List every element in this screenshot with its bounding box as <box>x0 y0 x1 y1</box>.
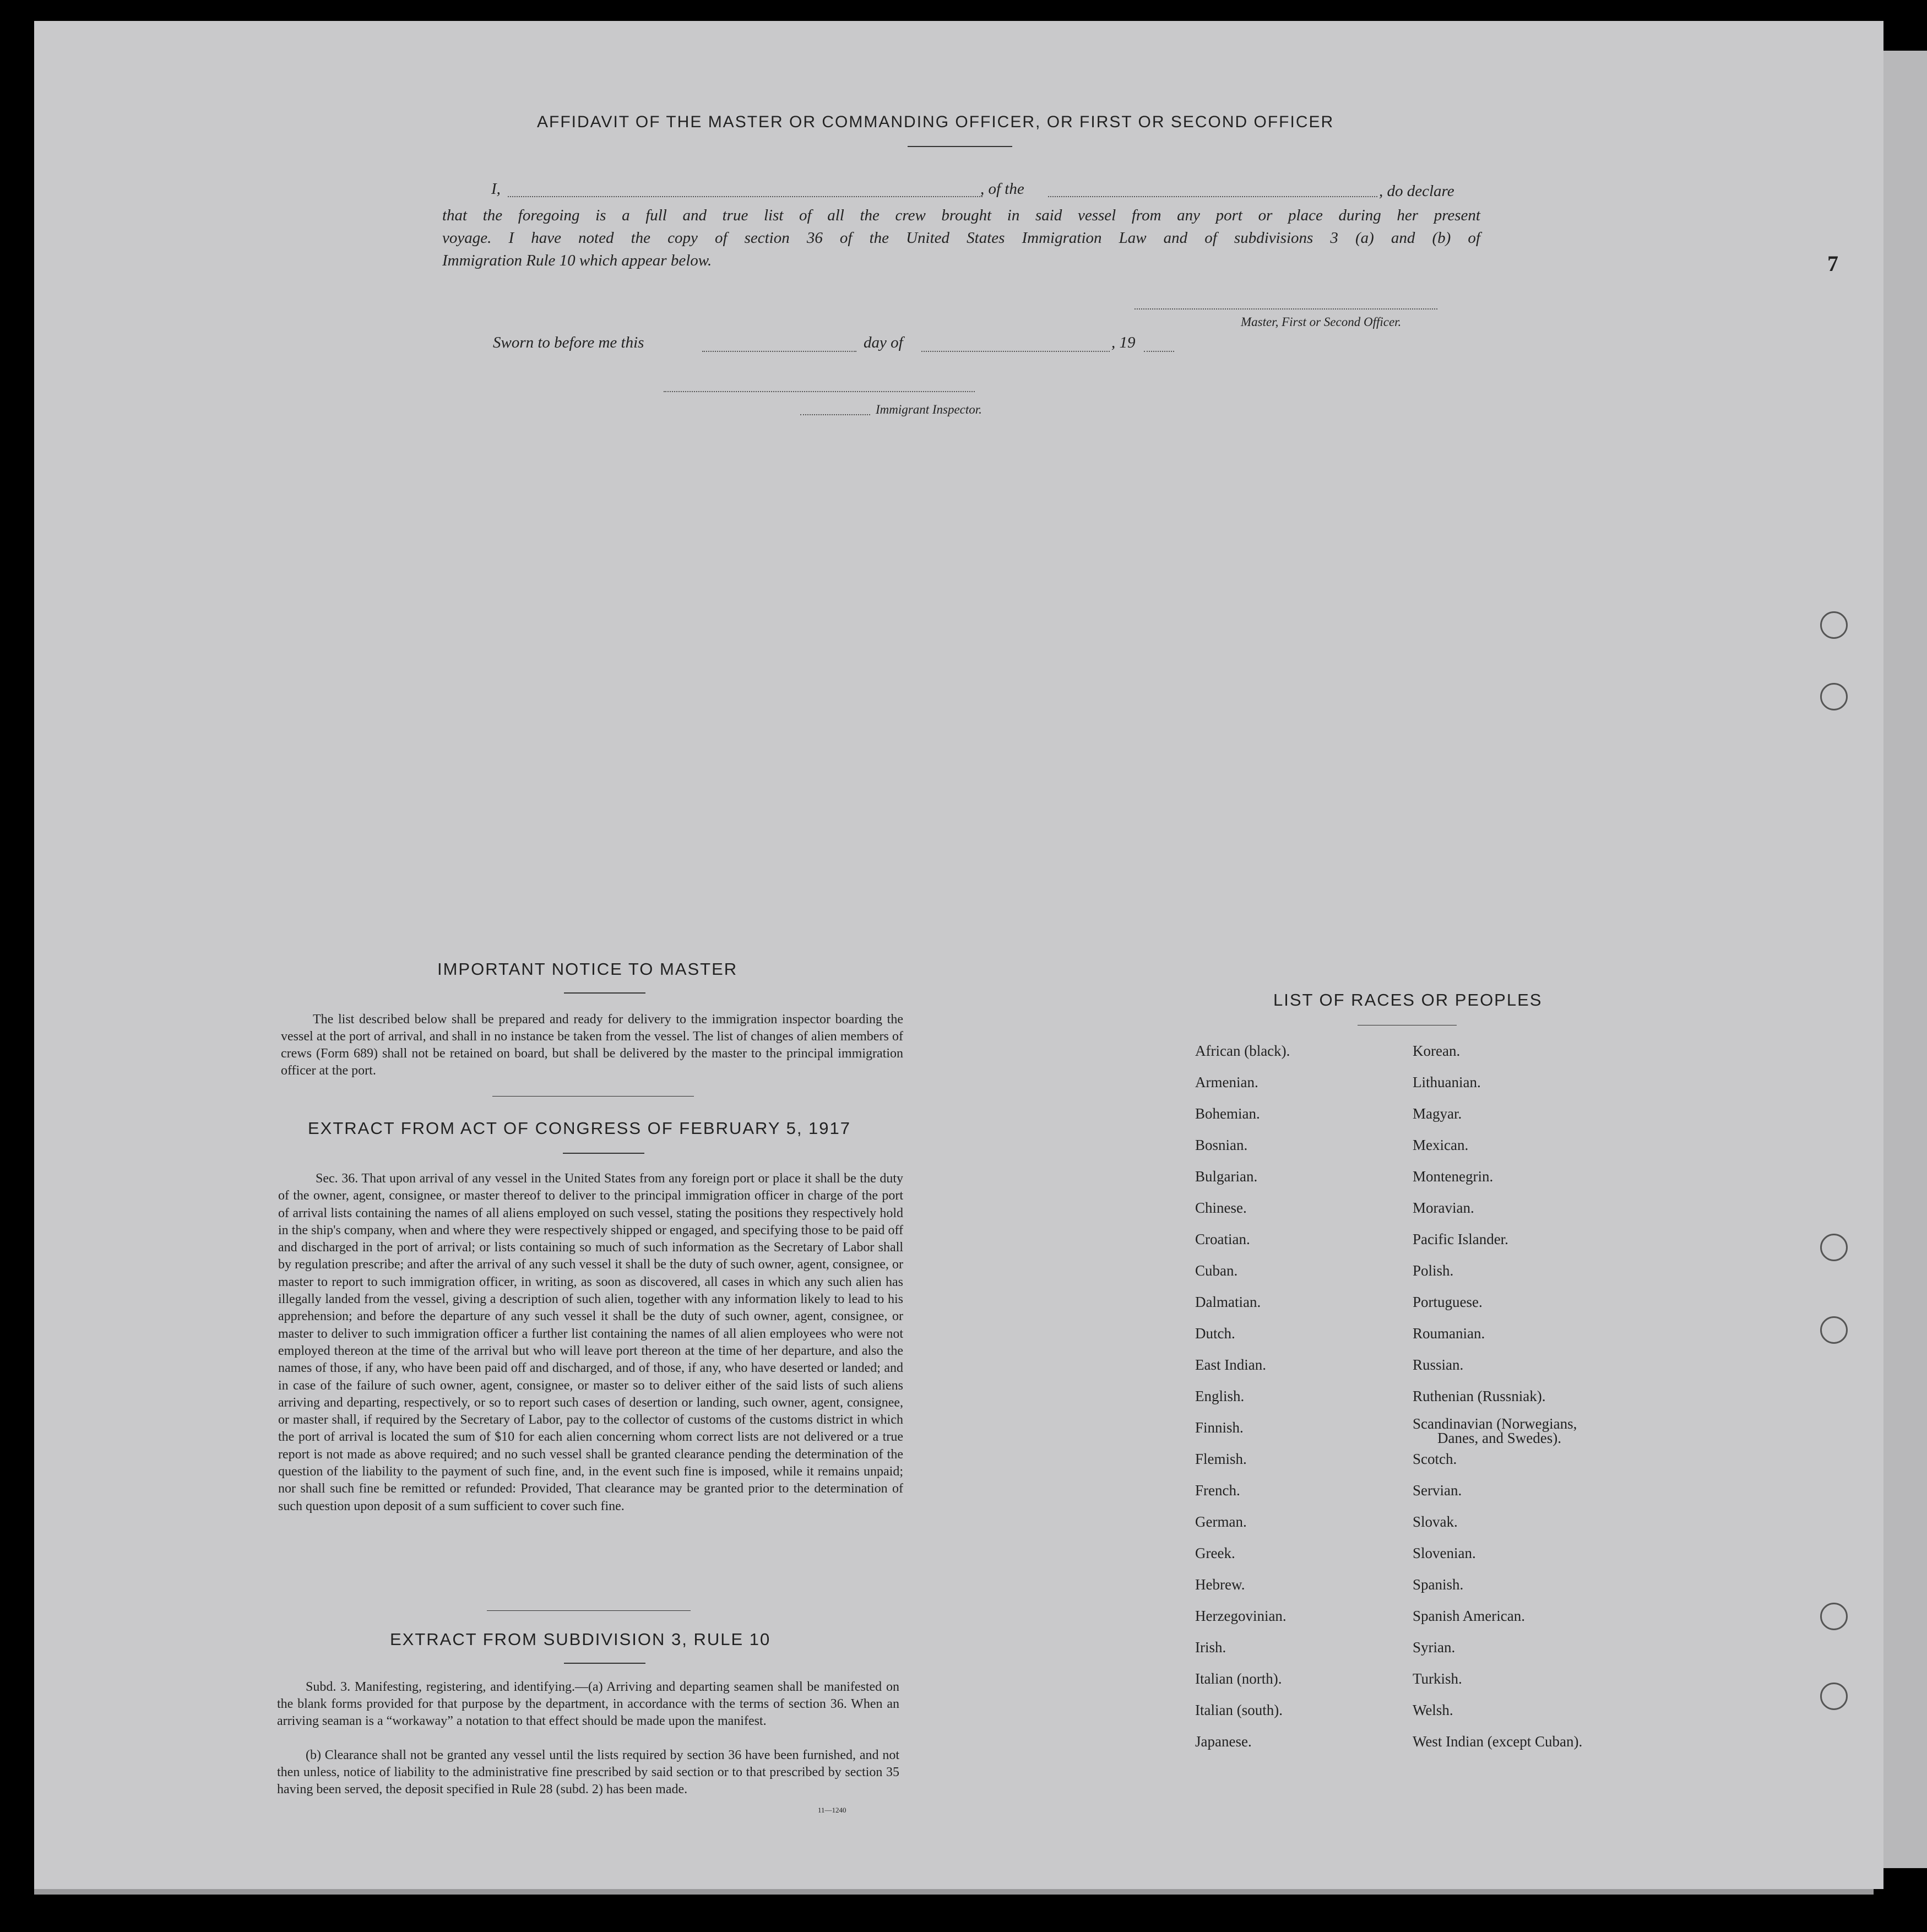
sworn-text: Sworn to before me this <box>493 334 644 351</box>
race-item: Russian. <box>1413 1356 1464 1373</box>
race-item: Slovenian. <box>1413 1545 1476 1561</box>
affidavit-line-3: Immigration Rule 10 which appear below. <box>442 252 712 269</box>
year-text: , 19 <box>1111 334 1136 351</box>
race-item: Magyar. <box>1413 1105 1462 1122</box>
notice-text: The list described below shall be prepared and ready for delivery to the immigration inspector boarding the vessel at the port of arrival, and shall in no instance be taken from the vessel. The list of changes of alien members of crews (Form 689) shall not be retained on board, but shall be delivered by the master to the principal immigration officer at the port. <box>281 1012 903 1078</box>
rule-title-rule <box>564 1663 645 1664</box>
race-item: Korean. <box>1413 1043 1461 1059</box>
sworn-month-field[interactable] <box>921 351 1110 352</box>
notice-end-rule <box>492 1096 694 1097</box>
affidavit-of-the: , of the <box>980 180 1024 198</box>
affidavit-i: I, <box>491 180 501 198</box>
binding-hole-icon <box>1820 1316 1848 1344</box>
affidavit-line-1: that the foregoing is a full and true list of all the crew brought in said vessel from any port or place during her present <box>442 207 1480 224</box>
race-item: Dutch. <box>1195 1325 1235 1342</box>
notice-title-rule <box>564 992 645 994</box>
sworn-day-field[interactable] <box>702 351 856 352</box>
race-item: Spanish American. <box>1413 1608 1525 1624</box>
form-number: 11—1240 <box>818 1806 846 1814</box>
race-item: Mexican. <box>1413 1137 1469 1153</box>
inspector-signature-field[interactable] <box>664 391 975 392</box>
binding-hole-icon <box>1820 1683 1848 1710</box>
race-item: Cuban. <box>1195 1262 1238 1279</box>
race-item: Welsh. <box>1413 1702 1453 1718</box>
race-item: Croatian. <box>1195 1231 1250 1247</box>
act-title-rule <box>563 1153 644 1154</box>
race-item: Pacific Islander. <box>1413 1231 1508 1247</box>
race-item: Finnish. <box>1195 1419 1244 1436</box>
binding-hole-icon <box>1820 1234 1848 1261</box>
adjacent-page-edge <box>1883 51 1927 1868</box>
race-item: Irish. <box>1195 1639 1226 1656</box>
race-item: Chinese. <box>1195 1200 1247 1216</box>
race-item: Turkish. <box>1413 1670 1462 1687</box>
race-item: Spanish. <box>1413 1576 1464 1593</box>
race-item: Greek. <box>1195 1545 1235 1561</box>
race-item: Bulgarian. <box>1195 1168 1258 1185</box>
race-item: Portuguese. <box>1413 1294 1483 1310</box>
affidavit-title-rule <box>908 146 1012 147</box>
race-item: Herzegovinian. <box>1195 1608 1287 1624</box>
notice-title: IMPORTANT NOTICE TO MASTER <box>437 959 738 979</box>
race-item: Polish. <box>1413 1262 1454 1279</box>
race-item: Ruthenian (Russniak). <box>1413 1388 1546 1404</box>
races-title: LIST OF RACES OR PEOPLES <box>1273 990 1543 1010</box>
race-item: Hebrew. <box>1195 1576 1245 1593</box>
race-item: Scandinavian (Norwegians, <box>1413 1415 1577 1432</box>
race-item: Armenian. <box>1195 1074 1258 1090</box>
race-item: Bosnian. <box>1195 1137 1248 1153</box>
inspector-caption: Immigrant Inspector. <box>876 403 982 416</box>
race-item: Flemish. <box>1195 1451 1247 1467</box>
master-signature-field[interactable] <box>1135 308 1437 310</box>
act-end-rule <box>487 1610 691 1611</box>
act-text: Sec. 36. That upon arrival of any vessel in the United States from any foreign port or place it shall be the duty of the owner, agent, consignee, or master thereof to deliver to the principal immigration officer in charge of the port of arrival lists containing the names of all aliens employed on such vessel, stating the positions they respectively hold in the ship's company, when and where they were respectively shipped or engaged, and specifying those to be paid off and discharged in the port of arrival; or lists containing so much of such information as the Secretary of Labor shall by regulation prescribe; and after the arrival of any such vessel it shall be the duty of such owner, agent, consignee, or master to report to such immigration officer, in writing, as soon as discovered, all cases in which any such alien has illegally landed from the vessel, giving a description of such alien, together with any information likely to lead to his apprehension; and before the departure of any such vessel it shall be the duty of such owner, agent, consignee, or master to deliver to such immigration officer a further list containing the names of all alien employees who were not employed thereon at the time of the arrival but who will leave port thereon at the time of her departure, and also the names of those, if any, who have been paid off and discharged, and of those, if any, who have deserted or landed; and in case of the failure of such owner, agent, consignee, or master so to deliver either of the said lists of such aliens arriving and departing, respectively, or so to report such cases of desertion or landing, such owner, agent, consignee, or master shall, if required by the Secretary of Labor, pay to the collector of customs of the customs district in which the port of arrival is located the sum of $10 for each alien concerning whom correct lists are not delivered or a true report is not made as above required; and no such vessel shall be granted clearance pending the determination of the question of the liability to the payment of such fine, and, in the event such fine is imposed, while it remains unpaid; nor shall such fine be remitted or refunded: Provided, That clearance may be granted prior to the determination of such question upon deposit of a sum sufficient to cover such fine. <box>278 1171 903 1513</box>
race-item: German. <box>1195 1513 1247 1530</box>
margin-number: 7 <box>1827 251 1838 276</box>
affidavit-line-2: voyage. I have noted the copy of section 36 of the United States Immigration Law and of subdivisions 3 (a) and (b) of <box>442 229 1480 247</box>
sworn-year-field[interactable] <box>1144 351 1174 352</box>
race-item: West Indian (except Cuban). <box>1413 1733 1583 1750</box>
race-item: Roumanian. <box>1413 1325 1485 1342</box>
act-title: EXTRACT FROM ACT OF CONGRESS OF FEBRUARY 5, 1917 <box>308 1119 851 1138</box>
day-of-text: day of <box>864 334 903 351</box>
race-item: Servian. <box>1413 1482 1462 1499</box>
race-item: Slovak. <box>1413 1513 1458 1530</box>
page-bottom-edge <box>34 1889 1874 1895</box>
declarant-name-field[interactable] <box>508 196 983 197</box>
race-item: Syrian. <box>1413 1639 1456 1656</box>
binding-hole-icon <box>1820 611 1848 639</box>
affidavit-title: AFFIDAVIT OF THE MASTER OR COMMANDING OFFICER, OR FIRST OR SECOND OFFICER <box>537 113 1334 131</box>
race-item: Japanese. <box>1195 1733 1252 1750</box>
race-item: Lithuanian. <box>1413 1074 1481 1090</box>
race-item: French. <box>1195 1482 1240 1499</box>
inspector-name-lead <box>800 414 870 415</box>
race-item: East Indian. <box>1195 1356 1266 1373</box>
race-item: Moravian. <box>1413 1200 1474 1216</box>
race-item: Dalmatian. <box>1195 1294 1261 1310</box>
binding-hole-icon <box>1820 1603 1848 1630</box>
race-item: African (black). <box>1195 1043 1290 1059</box>
race-item: Montenegrin. <box>1413 1168 1494 1185</box>
rule-text-a: Subd. 3. Manifesting, registering, and identifying.—(a) Arriving and departing seamen shall be manifested on the blank forms provided for that purpose by the department, in accordance with the terms of section 36. When an arriving seaman is a “workaway” a notation to that effect should be made upon the manifest. <box>277 1680 899 1728</box>
rule-text-b: (b) Clearance shall not be granted any vessel until the lists required by section 36 have been furnished, and not then unless, notice of liability to the administrative fine prescribed by said section or to that prescribed by section 35 having been served, the deposit specified in Rule 28 (subd. 2) has been made. <box>277 1748 899 1797</box>
vessel-name-field[interactable] <box>1048 196 1377 197</box>
master-caption: Master, First or Second Officer. <box>1241 315 1402 329</box>
race-item: English. <box>1195 1388 1245 1404</box>
form-page <box>34 21 1883 1889</box>
affidavit-do-declare: , do declare <box>1379 182 1454 200</box>
race-item: Scotch. <box>1413 1451 1457 1467</box>
binding-hole-icon <box>1820 683 1848 710</box>
race-item: Danes, and Swedes). <box>1437 1430 1561 1446</box>
rule-title: EXTRACT FROM SUBDIVISION 3, RULE 10 <box>390 1630 771 1649</box>
race-item: Bohemian. <box>1195 1105 1260 1122</box>
race-item: Italian (south). <box>1195 1702 1283 1718</box>
race-item: Italian (north). <box>1195 1670 1282 1687</box>
